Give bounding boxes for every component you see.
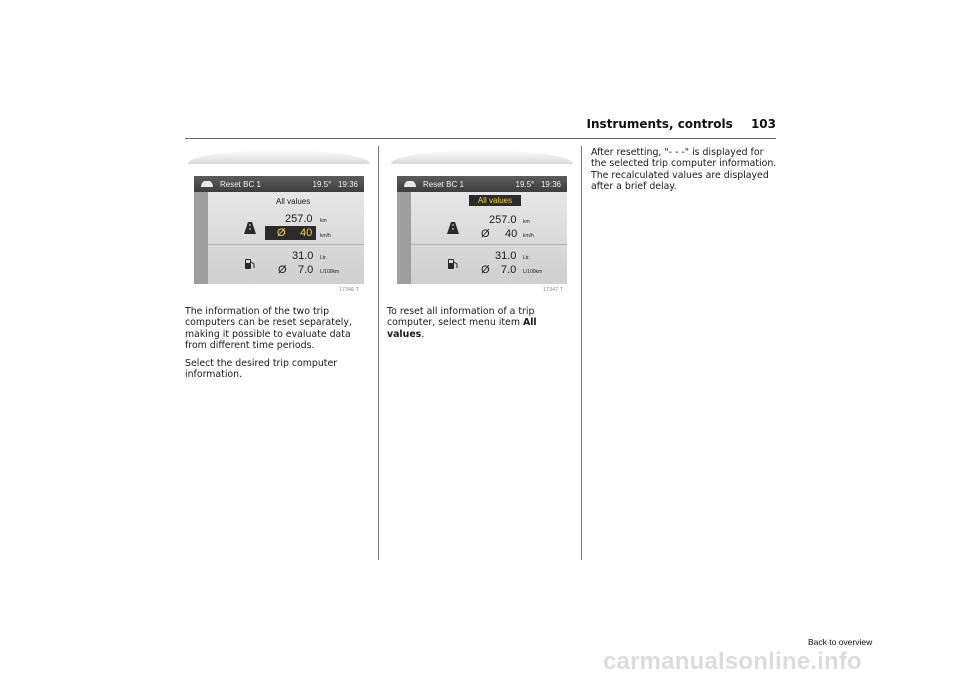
display-shade [391, 150, 573, 164]
column-divider-2 [581, 146, 582, 560]
menu-item-reference: All values [387, 317, 537, 340]
road-icon [447, 222, 459, 234]
paragraph: To reset all information of a trip computer, select menu item All values. [387, 306, 537, 340]
speed-value: 40 [505, 228, 518, 240]
display-title-bar [194, 176, 364, 192]
fuel-value: 31.0 [495, 250, 517, 262]
avg-symbol: Ø [277, 227, 286, 239]
header-rule [185, 138, 776, 139]
clock: 19:36 [540, 180, 561, 189]
trip-computer-display-2 [391, 150, 573, 292]
car-icon [200, 180, 214, 188]
display-strip [194, 192, 208, 284]
paragraph: Select the desired trip computer information. [185, 357, 338, 381]
temperature: 19.5° [515, 180, 535, 189]
consumption-value: 7.0 [501, 264, 517, 276]
fuel-unit: Ltr. [523, 255, 530, 261]
fuel-value: 31.0 [292, 250, 314, 262]
road-icon [244, 222, 256, 234]
back-to-overview-link[interactable]: Back to overview [808, 637, 873, 647]
menu-item-all-values-selected: All values [469, 195, 521, 206]
speed-unit: km/h [523, 233, 534, 239]
display-title-bar [397, 176, 567, 192]
reset-label: Reset BC 1 [423, 180, 464, 189]
avg-symbol: Ø [278, 264, 287, 276]
avg-symbol: Ø [481, 228, 490, 240]
speed-unit: km/h [320, 233, 331, 239]
speed-value: 40 [300, 227, 313, 239]
left-column-text [185, 306, 371, 386]
consumption-unit: L/100km [320, 269, 340, 275]
consumption-value: 7.0 [298, 264, 314, 276]
distance-value: 257.0 [489, 214, 517, 226]
page-header [560, 117, 776, 131]
column-divider-1 [378, 146, 379, 560]
page-number: 103 [750, 117, 776, 131]
section-title: Instruments, controls [586, 117, 733, 131]
car-icon [403, 180, 417, 188]
trip-computer-display-1 [188, 150, 370, 292]
clock: 19:36 [337, 180, 358, 189]
speed-row-selected [265, 226, 316, 240]
display-panel [411, 192, 567, 284]
fuel-pump-icon [447, 258, 459, 270]
display-shade [188, 150, 370, 164]
figure-number: 17346 T [339, 287, 360, 293]
distance-unit: km [523, 219, 530, 225]
consumption-unit: L/100km [523, 269, 543, 275]
distance-value: 257.0 [285, 213, 313, 225]
paragraph: The information of the two trip computers can be reset separately, making it possible to evaluate data from different time periods. [185, 306, 352, 352]
middle-column-text [387, 306, 575, 346]
reset-label: Reset BC 1 [220, 180, 261, 189]
temperature: 19.5° [312, 180, 332, 189]
fuel-pump-icon [244, 258, 256, 270]
distance-unit: km [320, 218, 327, 224]
display-panel [208, 192, 364, 284]
watermark: carmanualsonline.info [603, 648, 862, 675]
paragraph: After resetting, "- - -" is displayed for the selected trip computer information. The recalculated values are displayed after a brief delay. [591, 147, 777, 193]
avg-symbol: Ø [481, 264, 490, 276]
figure-number: 17347 T [543, 287, 564, 293]
right-column-text [591, 147, 777, 199]
display-strip [397, 192, 411, 284]
menu-item-all-values: All values [276, 197, 311, 206]
fuel-unit: Ltr. [320, 255, 327, 261]
